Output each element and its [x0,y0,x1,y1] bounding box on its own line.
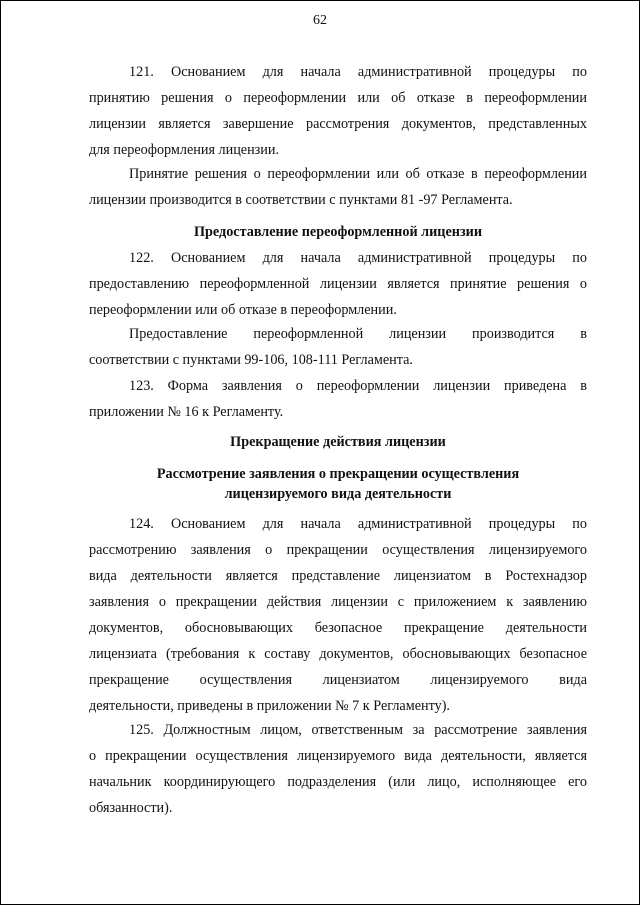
text-line: начальник координирующего подразделения (или лицо, исполняющее его [89,774,587,790]
text-line: переоформлении или об отказе в переоформлении. [89,302,397,318]
paragraph-decision [89,161,587,213]
text-line: 123. Форма заявления о переоформлении лицензии приведена в [129,378,587,394]
text-line: соответствии с пунктами 99-106, 108-111 Регламента. [89,352,413,368]
text-line: обязанности). [89,800,173,816]
page-number: 62 [313,13,327,28]
text-line: заявления о прекращении действия лицензии с приложением к заявлению [89,594,587,610]
text-line: лицензии производится в соответствии с пунктами 81 -97 Регламента. [89,192,513,208]
paragraph-124 [89,511,587,719]
text-line: рассмотрению заявления о прекращении осуществления лицензируемого [89,542,587,558]
text-line: приложении № 16 к Регламенту. [89,404,284,420]
paragraph-provision [89,321,587,373]
text-line: Предоставление переоформленной лицензии производится в [129,326,587,342]
text-line: вида деятельности является представление лицензиатом в Ростехнадзор [89,568,587,584]
text-line: деятельности, приведены в приложении № 7 к Регламенту). [89,698,450,714]
text-line: лицензиата (требования к составу документов, обосновывающих безопасное [89,646,587,662]
text-line: предоставлению переоформленной лицензии является принятие решения о [89,276,587,292]
paragraph-122 [89,245,587,323]
paragraph-121 [89,59,587,163]
heading-termination: Прекращение действия лицензии [230,434,446,450]
paragraph-123 [89,373,587,425]
text-line: лицензии является завершение рассмотрения документов, представленных [89,116,587,132]
text-line: 122. Основанием для начала административной процедуры по [129,250,587,266]
text-line: Принятие решения о переоформлении или об отказе в переоформлении [129,166,587,182]
text-line: прекращение осуществления лицензиатом лицензируемого вида [89,672,587,688]
heading-provision: Предоставление переоформленной лицензии [193,224,483,240]
text-line: принятию решения о переоформлении или об отказе в переоформлении [89,90,587,106]
text-line: 125. Должностным лицом, ответственным за рассмотрение заявления [129,722,587,738]
paragraph-125 [89,717,587,821]
text-line: документов, обосновывающих безопасное прекращение деятельности [89,620,587,636]
heading-review-line1: Рассмотрение заявления о прекращении осуществления [156,466,520,482]
heading-review-line2: лицензируемого вида деятельности [224,486,452,502]
text-line: для переоформления лицензии. [89,142,280,158]
text-line: 124. Основанием для начала административной процедуры по [129,516,587,532]
text-line: о прекращении осуществления лицензируемого вида деятельности, является [89,748,587,764]
text-line: 121. Основанием для начала административной процедуры по [129,64,587,80]
